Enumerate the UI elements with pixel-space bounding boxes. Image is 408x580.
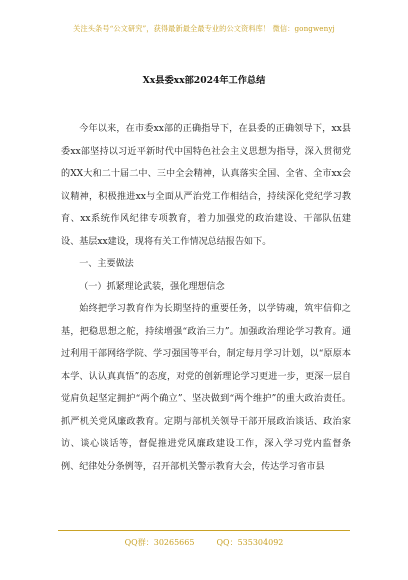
footer-qq-group: QQ群：30265665 — [124, 538, 195, 547]
header-promo-note: 关注头条号“公文研究”，获得最新最全最专业的公文资料库！ 微信：gongwenyj — [73, 24, 335, 33]
footer-divider — [58, 530, 350, 531]
subsection-heading: （一）抓紧理论武装，强化理想信念 — [79, 281, 225, 292]
footer-qq: QQ：535304092 — [216, 538, 284, 547]
intro-paragraph: 今年以来，在市委xx部的正确指导下，在县委的正确领导下，xx县委xx部坚持以习近平新时代中国特色社会主义思想为指导，深入贯彻党的XX大和二十届二中、三中全会精神，认真落实全国、全省、全市xx会议精神，积极推进xx与全面从严治党工作相结合，持续深化党纪学习教育、xx系统作风纪律专项教育，着力加强党的政治建设、干部队伍建设、基层xx建设，现将有关工作情况总结报告如下。 — [61, 124, 351, 247]
body-paragraph: 始终把学习教育作为长期坚持的重要任务，以学铸魂，筑牢信仰之基，把稳思想之舵，持续增强“政治三力”。加强政治理论学习教育。通过利用干部网络学院、学习强国等平台，制定每月学习计划，以“原原本本学、认认真真悟”的态度，对党的创新理论学习更进一步，更深一层自觉肩负起坚定拥护“两个确立”、坚决做到“两个维护”的重大政治责任。抓严机关党风廉政教育。定期与部机关领导干部开展政治谈话、政治家访、谈心谈话等，督促推进党风廉政建设工作，深入学习党内监督条例、纪律处分条例等，召开部机关警示教育大会，传达学习省市县 — [61, 304, 351, 472]
document-body — [61, 118, 351, 478]
footer-contact — [0, 537, 408, 548]
section-heading: 一、主要做法 — [79, 259, 134, 269]
document-title: Xx县委xx部2024年工作总结 — [142, 75, 266, 86]
